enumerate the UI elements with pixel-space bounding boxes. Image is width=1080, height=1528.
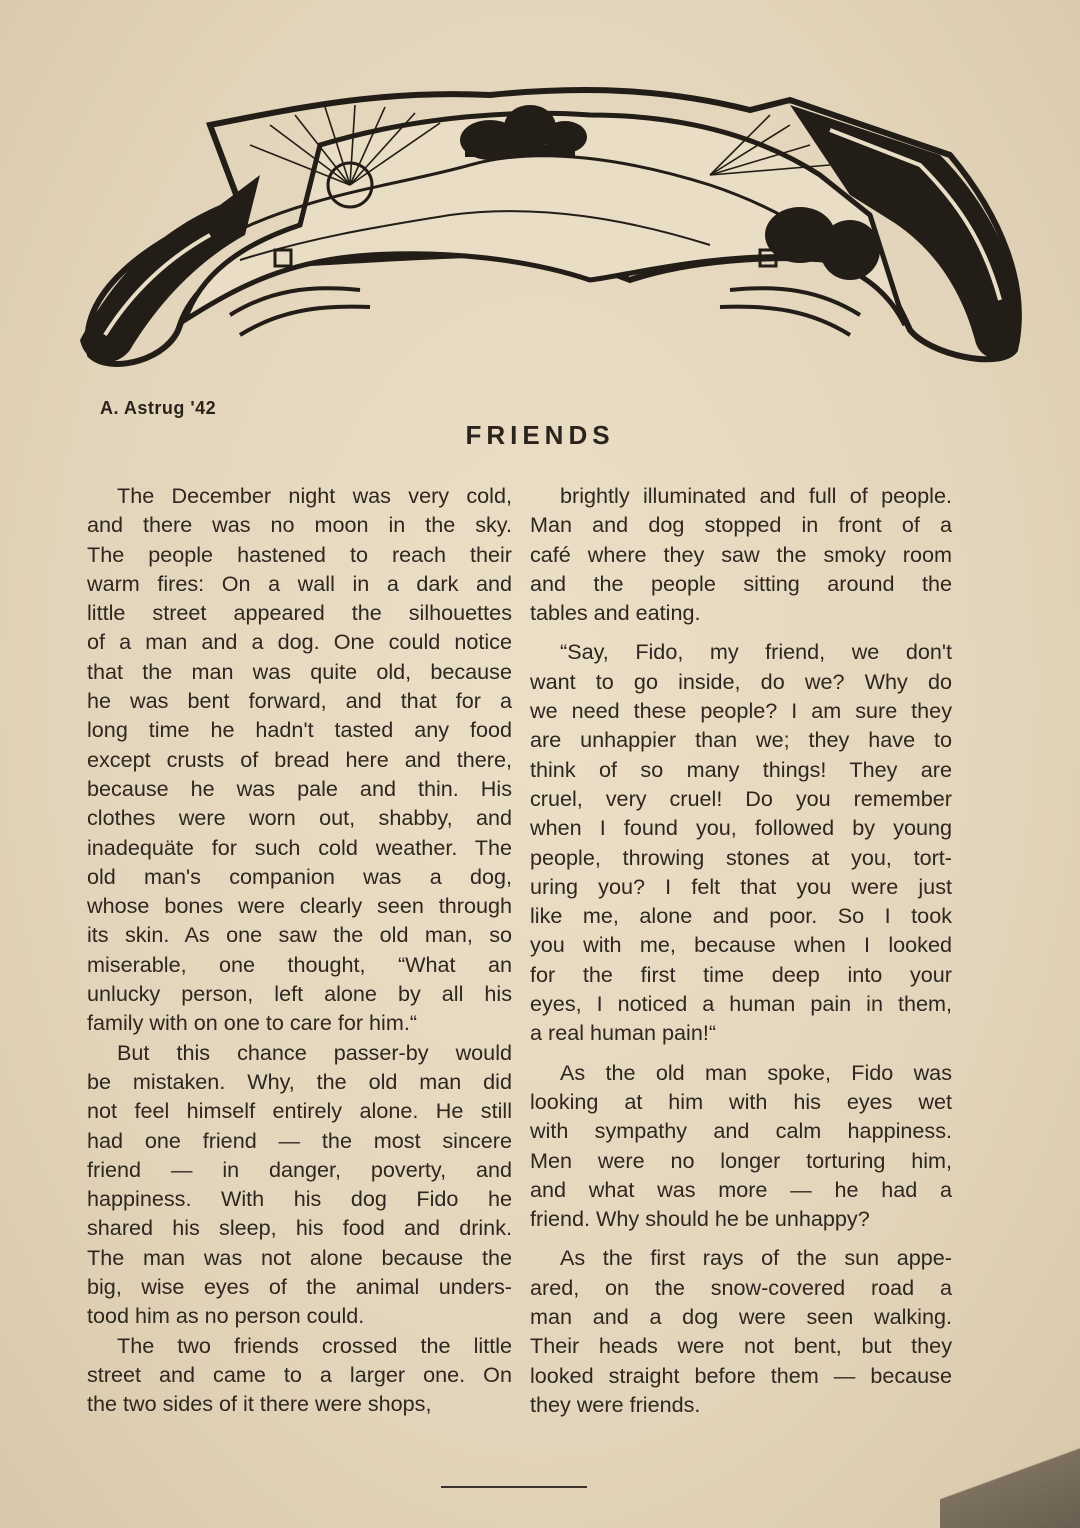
text-line: shared his sleep, his food and drink. [87, 1215, 512, 1241]
text-line: they were friends. [530, 1391, 701, 1417]
text-line: little street appeared the silhouettes [87, 600, 512, 626]
text-line: we need these people? I am sure they [530, 698, 952, 724]
text-line: want to go inside, do we? Why do [530, 668, 952, 694]
text-line: because he was pale and thin. His [87, 775, 512, 801]
text-line: he was bent forward, and that for a [87, 688, 512, 714]
text-line: looked straight before them — because [530, 1362, 952, 1388]
text-line: inadequäte for such cold weather. The [87, 834, 512, 860]
text-line: had one friend — the most sincere [87, 1127, 512, 1153]
paragraph [530, 637, 952, 1047]
landscape-ornament-icon [70, 85, 1030, 370]
text-line: and what was more — he had a [530, 1176, 952, 1202]
text-line: whose bones were clearly seen through [87, 893, 512, 919]
text-line: street and came to a larger one. On [87, 1361, 512, 1387]
text-line: with sympathy and calm happiness. [530, 1118, 952, 1144]
text-line: man and a dog were seen walking. [530, 1304, 952, 1330]
text-line: friend. Why should he be unhappy? [530, 1206, 870, 1232]
text-line: ared, on the snow-covered road a [530, 1274, 952, 1300]
author-byline: A. Astrug '42 [100, 398, 217, 418]
text-line: old man's companion was a dog, [87, 863, 512, 889]
text-line: The people hastened to reach their [87, 541, 512, 567]
text-line: unlucky person, left alone by all his [87, 981, 512, 1007]
text-line: friend — in danger, poverty, and [87, 1156, 512, 1182]
text-line: of a man and a dog. One could notice [87, 629, 512, 655]
text-line: Man and dog stopped in front of a [530, 512, 952, 538]
paragraph-gap [530, 627, 952, 637]
paragraph [530, 1058, 952, 1234]
paragraph [87, 1331, 512, 1419]
text-line: think of so many things! They are [530, 756, 952, 782]
text-line: The December night was very cold, [117, 483, 512, 508]
text-line: when I found you, followed by young [530, 815, 952, 841]
end-rule [441, 1486, 587, 1488]
text-line: But this chance passer-by would [117, 1039, 512, 1065]
text-line: its skin. As one saw the old man, so [87, 922, 512, 948]
paragraph [530, 481, 952, 627]
text-line: be mistaken. Why, the old man did [87, 1068, 512, 1094]
text-line: warm fires: On a wall in a dark and [87, 570, 512, 596]
text-line: that the man was quite old, because [87, 658, 512, 684]
paragraph-gap [530, 1048, 952, 1058]
text-line: a real human pain!“ [530, 1020, 717, 1046]
text-line: and the people sitting around the [530, 570, 952, 596]
text-line: As the old man spoke, Fido was [560, 1059, 952, 1085]
text-line: brightly illuminated and full of people. [560, 483, 952, 508]
text-line: tables and eating. [530, 600, 701, 626]
text-line: cruel, very cruel! Do you remember [530, 785, 952, 811]
text-line: The two friends crossed the little [117, 1332, 512, 1358]
text-line: people, throwing stones at you, tort- [530, 844, 952, 870]
text-line: you with me, because when I looked [530, 932, 952, 958]
text-line: “Say, Fido, my friend, we don't [560, 639, 952, 665]
text-line: the two sides of it there were shops, [87, 1391, 432, 1417]
text-line: not feel himself entirely alone. He still [87, 1098, 512, 1124]
article-title: FRIENDS [465, 420, 615, 450]
text-line: happiness. With his dog Fido he [87, 1186, 512, 1212]
text-line: big, wise eyes of the animal unders- [87, 1274, 512, 1300]
text-line: are unhappier than we; they have to [530, 727, 952, 753]
text-line: uring you? I felt that you were just [530, 873, 952, 899]
text-line: family with on one to care for him.“ [87, 1010, 418, 1036]
left-column [87, 481, 512, 1419]
text-line: As the first rays of the sun appe- [560, 1245, 952, 1271]
paragraph [87, 1038, 512, 1331]
text-line: café where they saw the smoky room [530, 541, 952, 567]
text-line: for the first time deep into your [530, 961, 952, 987]
text-line: long time he hadn't tasted any food [87, 717, 512, 743]
paragraph-gap [530, 1233, 952, 1243]
text-line: Men were no longer torturing him, [530, 1147, 952, 1173]
text-line: except crusts of bread here and there, [87, 746, 512, 772]
paragraph [530, 1243, 952, 1419]
right-column [530, 481, 952, 1419]
text-line: miserable, one thought, “What an [87, 951, 512, 977]
text-line: and there was no moon in the sky. [87, 512, 512, 538]
text-line: clothes were worn out, shabby, and [87, 805, 512, 831]
text-line: eyes, I noticed a human pain in them, [530, 991, 952, 1017]
text-line: The man was not alone because the [87, 1244, 512, 1270]
page-corner-shadow [940, 1418, 1080, 1528]
text-line: tood him as no person could. [87, 1303, 365, 1329]
paragraph [87, 481, 512, 1038]
text-line: looking at him with his eyes wet [530, 1088, 952, 1114]
text-line: Their heads were not bent, but they [530, 1333, 952, 1359]
text-line: like me, alone and poor. So I took [530, 903, 952, 929]
